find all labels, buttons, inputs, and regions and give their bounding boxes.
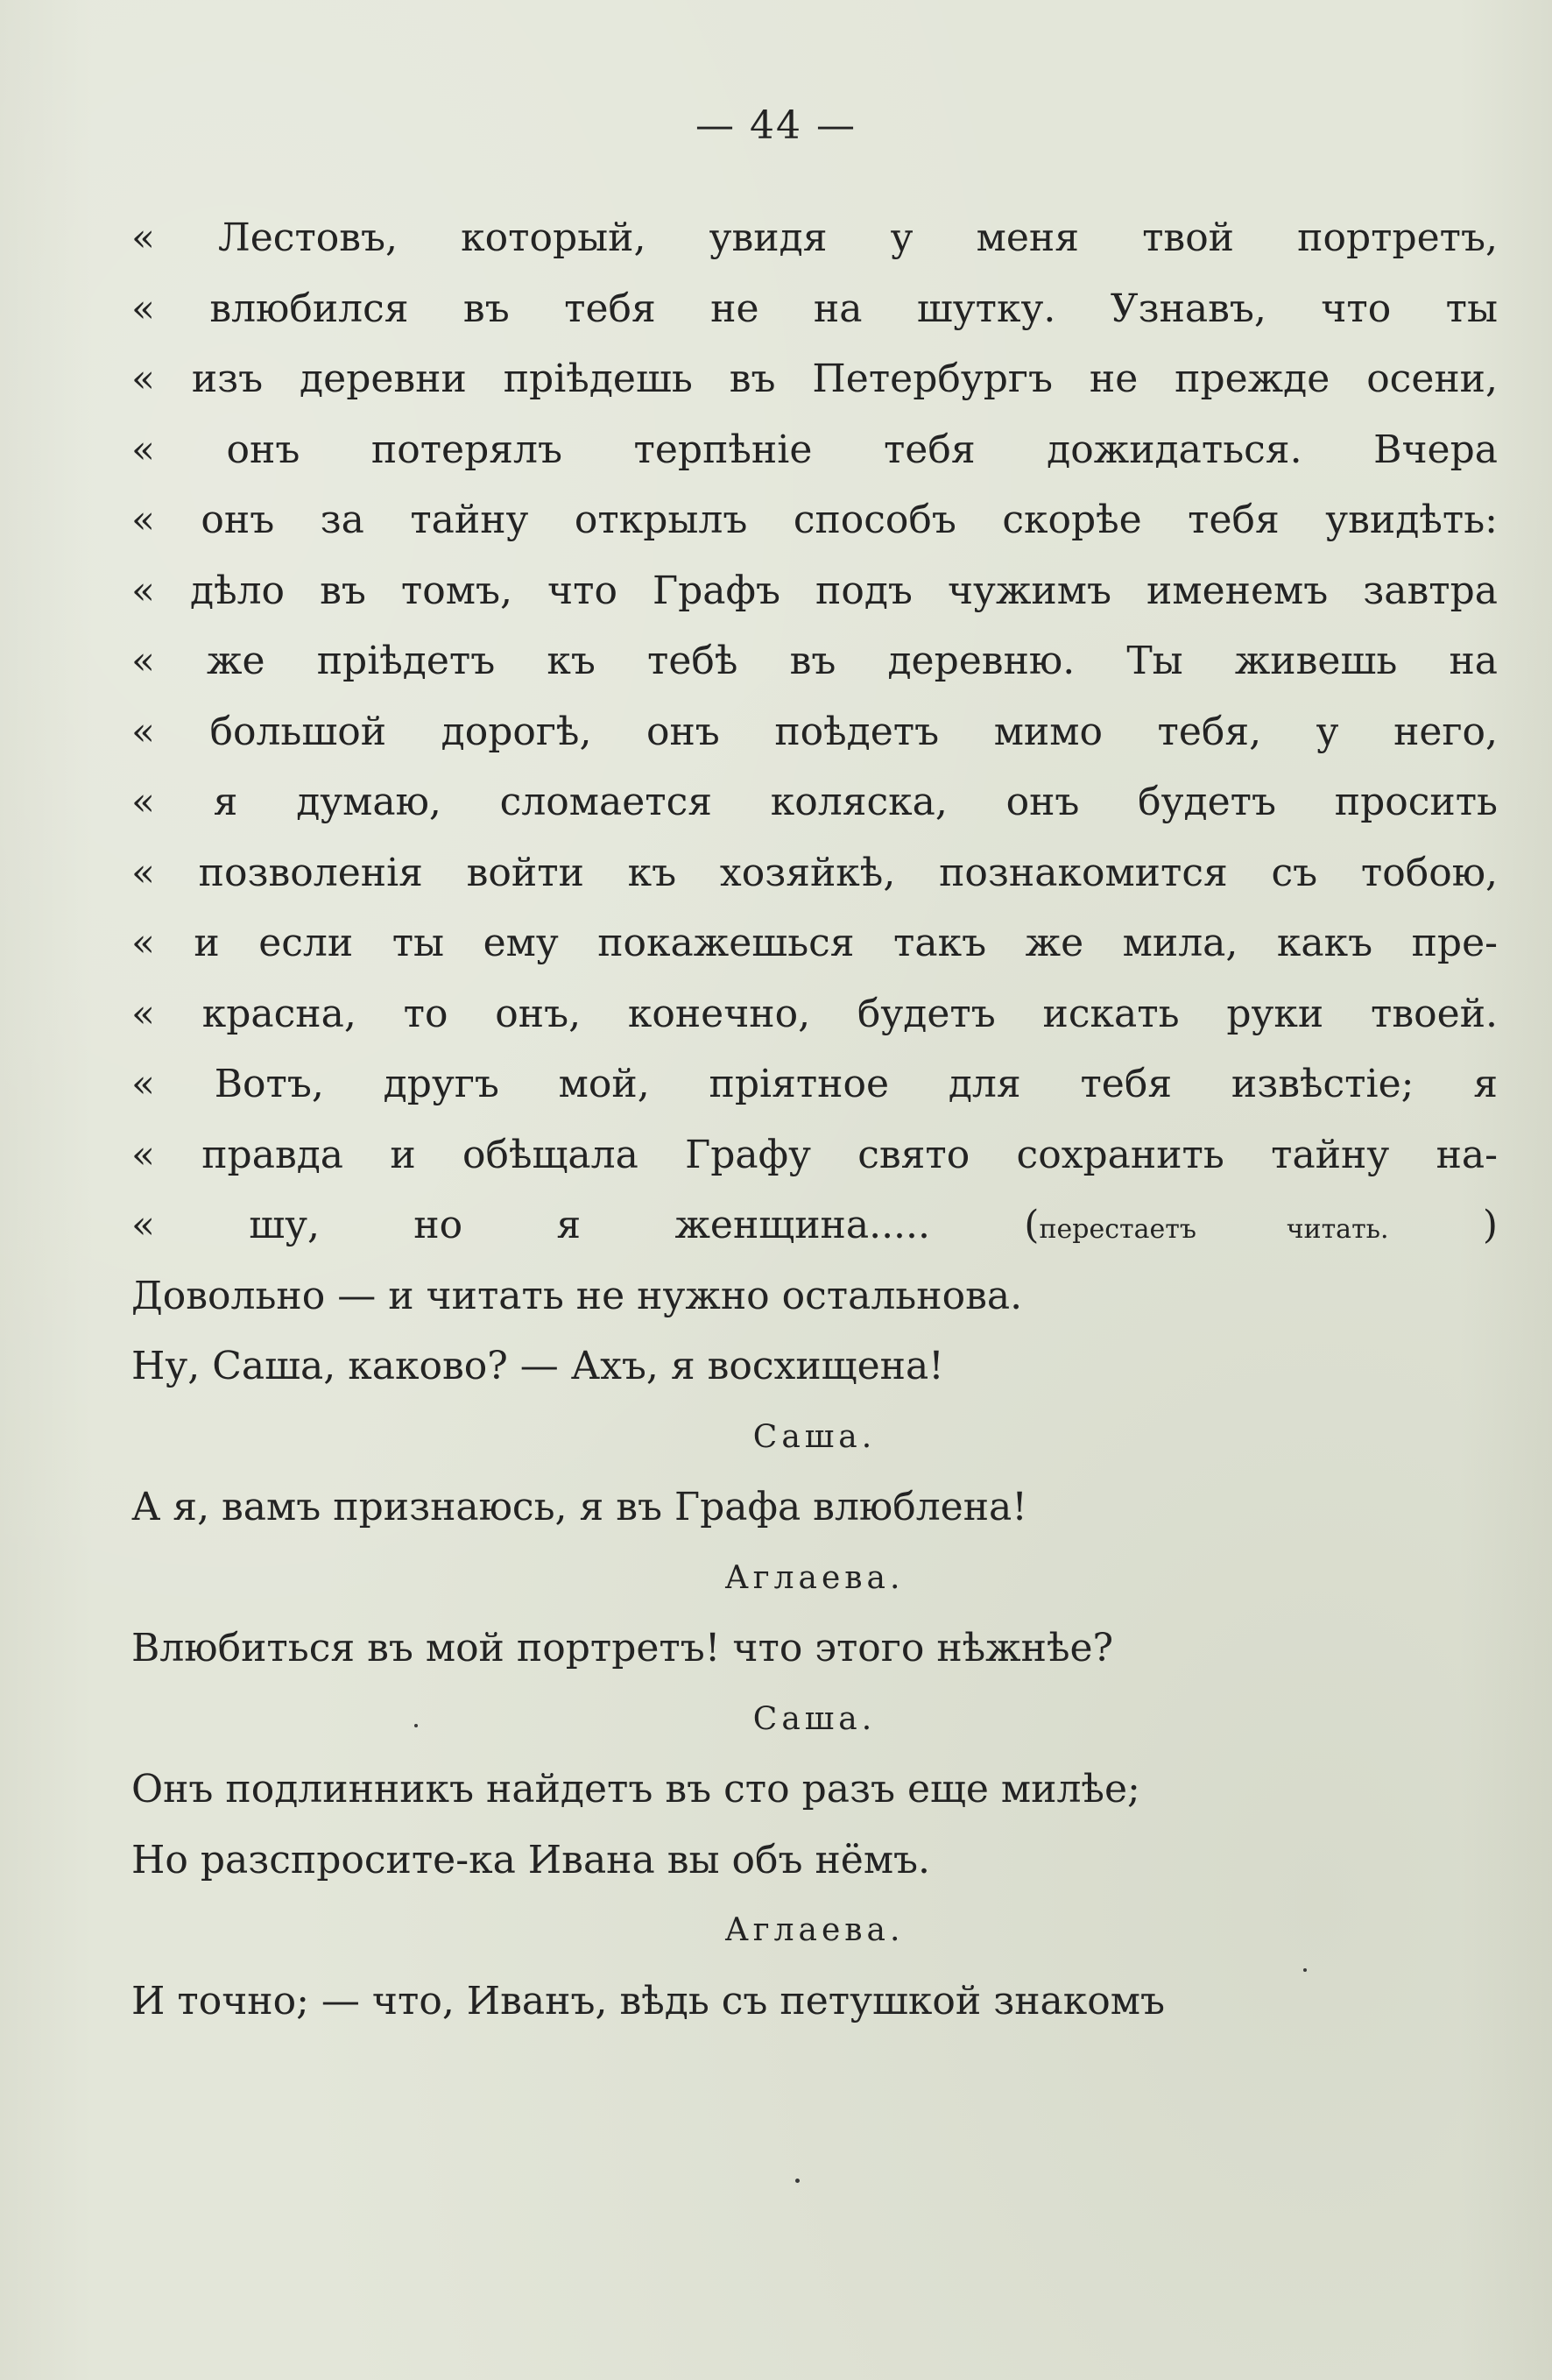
ink-speck: [795, 2179, 800, 2183]
verse-line: Онъ подлинникъ найдетъ въ сто разъ еще милѣе;: [131, 1767, 1140, 1811]
verse-line: Влюбиться въ мой портретъ! что этого нѣжнѣе?: [131, 1626, 1114, 1670]
ink-speck: [1303, 1968, 1307, 1972]
verse-line: Довольно — и читать не нужно остальнова.: [131, 1273, 1023, 1318]
text-line: « онъ за тайну открылъ способъ скорѣе тебя увидѣть:: [131, 498, 1498, 542]
text-line: « онъ потерялъ терпѣніе тебя дожидаться. Вчера: [131, 427, 1498, 472]
ink-speck: [414, 1724, 418, 1727]
text-line: « красна, то онъ, конечно, будетъ искать руки твоей.: [131, 991, 1498, 1036]
verse-line: Ну, Саша, каково? — Ахъ, я восхищена!: [131, 1344, 944, 1388]
stage-direction: перестаетъ читать.: [1039, 1214, 1389, 1245]
text-line: « дѣло въ томъ, что Графъ подъ чужимъ именемъ завтра: [131, 568, 1498, 613]
text-line-with-stage-direction: [131, 1190, 1498, 1261]
text-line: « большой дорогѣ, онъ поѣдетъ мимо тебя, у него,: [131, 709, 1498, 754]
text-line: « Лестовъ, который, увидя у меня твой портретъ,: [131, 215, 1498, 260]
verse-line: И точно; — что, Иванъ, вѣдь съ петушкой знакомъ: [131, 1978, 1165, 2023]
text-line: « влюбился въ тебя не на шутку. Узнавъ, что ты: [131, 286, 1498, 331]
verse-line: А я, вамъ признаюсь, я въ Графа влюблена!: [131, 1485, 1027, 1529]
speaker-name: Аглаева.: [724, 1559, 905, 1596]
speaker-name: Саша.: [752, 1700, 877, 1737]
verse-line: Но разспросите-ка Ивана вы объ нёмъ.: [131, 1837, 931, 1882]
text-line: « и если ты ему покажешься такъ же мила, какъ пре-: [131, 921, 1498, 965]
text-line: « Вотъ, другъ мой, пріятное для тебя извѣстіе; я: [131, 1062, 1498, 1106]
text-line: « изъ деревни пріѣдешь въ Петербургъ не прежде осени,: [131, 357, 1498, 401]
stage-direction-close: ): [1388, 1203, 1499, 1247]
text-block: [131, 203, 1498, 2037]
letter-text: « шу, но я женщина..... (: [131, 1203, 1040, 1247]
text-line: « я думаю, сломается коляска, онъ будетъ просить: [131, 780, 1498, 824]
text-line: « позволенія войти къ хозяйкѣ, познакомится съ тобою,: [131, 850, 1498, 895]
text-line: « правда и обѣщала Графу свято сохранить тайну на-: [131, 1132, 1498, 1177]
page-number: — 44 —: [695, 103, 857, 148]
speaker-name: Саша.: [752, 1418, 877, 1455]
speaker-name: Аглаева.: [724, 1912, 905, 1948]
text-line: « же пріѣдетъ къ тебѣ въ деревню. Ты живешь на: [131, 639, 1498, 683]
